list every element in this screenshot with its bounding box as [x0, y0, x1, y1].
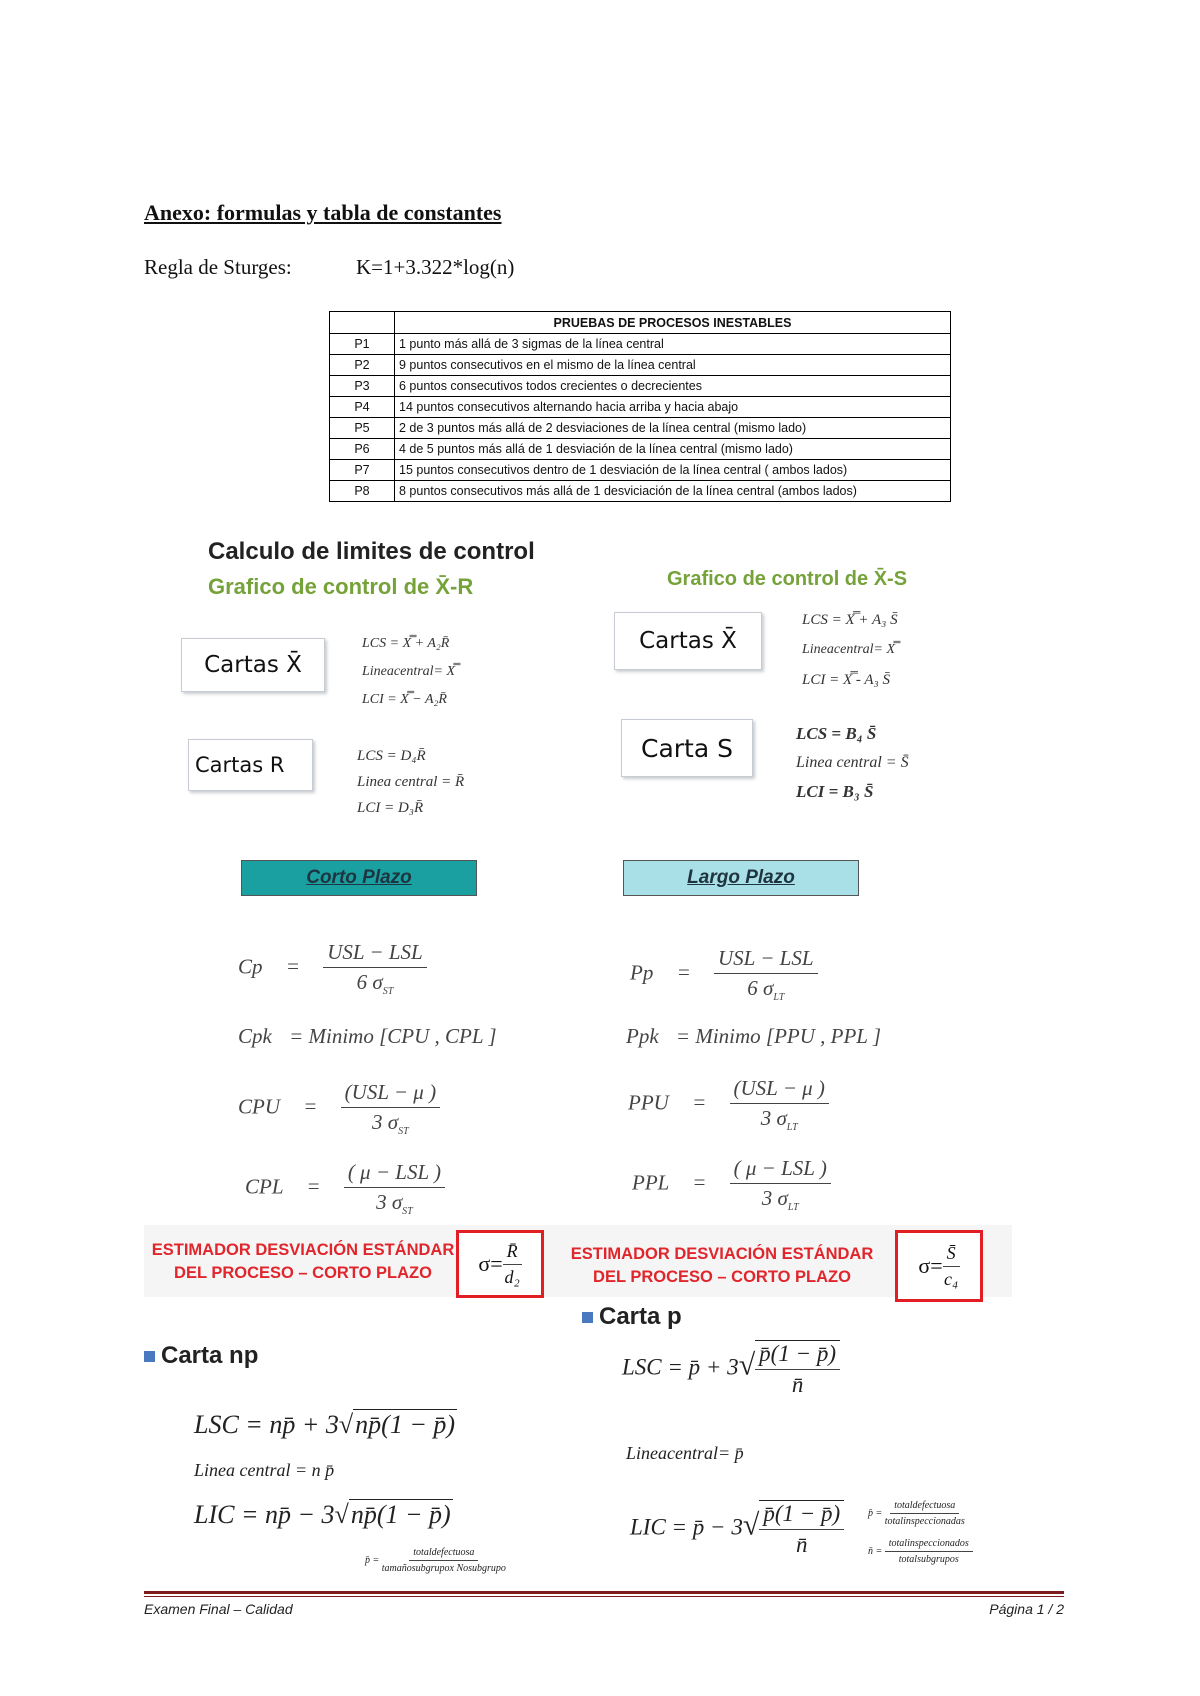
sturges-label: Regla de Sturges: [144, 255, 292, 279]
np-central: Linea central = n p̄ [194, 1460, 335, 1480]
p-lic-lhs: LIC = p̄ − 3 [630, 1514, 743, 1540]
cpu-lhs: CPU [238, 1094, 280, 1119]
table-header-row [330, 312, 951, 334]
ppk-formula [626, 1024, 881, 1049]
cpk-rhs: = Minimo [CPU , CPL ] [289, 1024, 497, 1048]
p-pbar-num: totaldefectuosa [890, 1500, 959, 1514]
xs-s-lci: LCI = B₃ S̄ [796, 782, 874, 801]
carta-s-box: Carta S [621, 719, 753, 777]
sigma-left: σ= [478, 1251, 503, 1276]
ppl-den: 3 σ [761, 1186, 788, 1210]
test-code: P1 [330, 334, 395, 355]
xs-chart-title: Grafico de control de X̄-S [667, 568, 908, 590]
p-central: Lineacentral= p̄ [626, 1443, 744, 1463]
xs-x-lci: LCI = X̿ - A₃ S̄ [802, 672, 890, 688]
test-code: P5 [330, 418, 395, 439]
p-nbar-num: totalinspeccionados [885, 1538, 973, 1552]
estimator-left-text [148, 1239, 458, 1285]
ppu-num: (USL − μ ) [730, 1076, 829, 1104]
test-code: P6 [330, 439, 395, 460]
np-pbar-lhs: p̄ = [365, 1554, 380, 1566]
table-row [330, 418, 951, 439]
np-lsc-root: np̄(1 − p̄) [355, 1410, 456, 1439]
p-lsc-den: n̄ [791, 1372, 804, 1397]
p-nbar-lhs: n̄ = [868, 1545, 883, 1557]
sturges-rule [144, 255, 515, 280]
estimator-right-formula [895, 1230, 983, 1302]
xs-s-central: Linea central = S̄ [796, 754, 909, 771]
table-row [330, 397, 951, 418]
xr-r-lcs: LCS = D₄R̄ [357, 748, 426, 764]
estimator-right-line1: ESTIMADOR DESVIACIÓN ESTÁNDAR [570, 1245, 874, 1263]
xs-s-lcs: LCS = B₄ S̄ [796, 724, 877, 743]
table-row [330, 439, 951, 460]
bullet-icon [582, 1312, 593, 1323]
ppu-lhs: PPU [628, 1090, 669, 1115]
ppu-den: 3 σ [760, 1106, 787, 1130]
ppl-sub: LT [787, 1202, 799, 1214]
cpu-num: (USL − μ ) [341, 1080, 440, 1108]
limits-title: Calculo de limites de control [208, 538, 535, 565]
ppl-formula: PPL = $\frac{\text{( μ − LSL )}}{3 \sigma_{LT}}$ [632, 1156, 831, 1213]
cp-den: 6 σ [356, 970, 383, 994]
test-text: 6 puntos consecutivos todos crecientes o decrecientes [395, 376, 951, 397]
table-header-blank [330, 312, 395, 334]
p-lic-den: n̄ [795, 1532, 808, 1557]
cpl-sub: ST [402, 1206, 413, 1218]
unstable-tests-table [329, 311, 951, 502]
p-lsc-lhs: LSC = p̄ + 3 [622, 1354, 739, 1380]
table-row [330, 481, 951, 502]
test-text: 1 punto más allá de 3 sigmas de la línea central [395, 334, 951, 355]
carta-np-title-text: Carta np [161, 1342, 259, 1369]
cpl-formula: CPL = $\frac{\text{( μ − LSL )}}{3 \sigma_{ST}}$ [245, 1160, 445, 1217]
pp-lhs: Pp [630, 960, 654, 985]
p-nbar-den: totalsubgrupos [898, 1554, 959, 1565]
ppk-rhs: = Minimo [PPU , PPL ] [675, 1024, 882, 1048]
cp-formula: Cp = $\frac{\text{USL − LSL}}{6 \sigma_{ST}}$ [238, 940, 427, 997]
p-lsc: LSC = p̄ + 3√ $\frac{p̄(1 - p̄)}{n̄}$ [622, 1340, 840, 1398]
np-lic-root: np̄(1 − p̄) [350, 1500, 451, 1529]
estimator-right-line2: DEL PROCESO – CORTO PLAZO [593, 1268, 851, 1286]
cpk-lhs: Cpk [238, 1024, 272, 1048]
test-text: 2 de 3 puntos más allá de 2 desviaciones de la línea central (mismo lado) [395, 418, 951, 439]
p-lic: LIC = p̄ − 3√ $\frac{p̄(1 - p̄)}{n̄}$ [630, 1500, 844, 1558]
ppu-formula: PPU = $\frac{\text{(USL − μ )}}{3 \sigma_{LT}}$ [628, 1076, 829, 1133]
cp-sub: ST [382, 986, 394, 998]
test-text: 14 puntos consecutivos alternando hacia arriba y hacia abajo [395, 397, 951, 418]
carta-p-title-text: Carta p [599, 1303, 682, 1330]
estimator-left-num: R̄ [503, 1241, 522, 1265]
cp-num: USL − LSL [323, 940, 427, 968]
carta-np-title [144, 1342, 258, 1370]
xs-x-lcs: LCS = X̿ + A₃ S̄ [802, 612, 898, 628]
estimator-left-line1: ESTIMADOR DESVIACIÓN ESTÁNDAR [151, 1241, 455, 1259]
cartas-x2-box: Cartas X̄ [614, 612, 762, 670]
np-lsc-lhs: LSC = np̄ + 3√ [194, 1410, 354, 1439]
test-code: P4 [330, 397, 395, 418]
p-lsc-num: p̄(1 − p̄) [755, 1341, 840, 1370]
cpu-formula: CPU = $\frac{\text{(USL − μ )}}{3 \sigma_{ST}}$ [238, 1080, 440, 1137]
p-pbar-lhs: p̄ = [868, 1507, 883, 1519]
xs-x-central: Lineacentral= X̿ [802, 642, 896, 657]
table-row [330, 460, 951, 481]
cartas-r-box: Cartas R [188, 739, 313, 791]
xr-chart-title: Grafico de control de X̄-R [208, 574, 474, 599]
pp-sub: LT [773, 992, 785, 1004]
table-row [330, 376, 951, 397]
sturges-formula: K=1+3.322*log(n) [356, 255, 515, 279]
estimator-left-den: d₂ [504, 1266, 520, 1287]
xr-x-lcs: LCS = X̿ + A₂R̄ [362, 636, 450, 651]
ppl-lhs: PPL [632, 1170, 669, 1195]
table-row [330, 334, 951, 355]
bullet-icon [144, 1351, 155, 1362]
ppl-num: ( μ − LSL ) [730, 1156, 831, 1184]
np-pbar-num: totaldefectuosa [409, 1547, 478, 1561]
cpu-den: 3 σ [372, 1110, 399, 1134]
cp-lhs: Cp [238, 954, 263, 979]
test-text: 15 puntos consecutivos dentro de 1 desviación de la línea central ( ambos lados) [395, 460, 951, 481]
test-code: P7 [330, 460, 395, 481]
carta-p-title [582, 1303, 682, 1331]
pp-num: USL − LSL [714, 946, 818, 974]
test-text: 9 puntos consecutivos en el mismo de la línea central [395, 355, 951, 376]
ppk-lhs: Ppk [626, 1024, 659, 1048]
footer-right: Página 1 / 2 [989, 1601, 1064, 1617]
estimator-left-formula [456, 1230, 544, 1298]
np-lic [194, 1500, 453, 1530]
np-lsc [194, 1410, 457, 1440]
xr-x-lci: LCI = X̿ − A₂R̄ [362, 692, 447, 707]
footer-rule-thin [144, 1596, 1064, 1597]
test-code: P3 [330, 376, 395, 397]
cpu-sub: ST [398, 1126, 409, 1138]
footer-rule [144, 1591, 1064, 1594]
test-code: P8 [330, 481, 395, 502]
estimator-right-den: c₄ [944, 1268, 959, 1289]
corto-plazo-header: Corto Plazo [241, 860, 477, 896]
cpk-formula [238, 1024, 497, 1049]
xr-x-central: Lineacentral= X̿ [362, 664, 456, 679]
page-heading: Anexo: formulas y tabla de constantes [144, 200, 502, 225]
pp-den: 6 σ [747, 976, 774, 1000]
estimator-left-line2: DEL PROCESO – CORTO PLAZO [174, 1264, 432, 1282]
np-pbar-den: tamañosubgrupox Nosubgrupo [381, 1563, 506, 1574]
cpl-den: 3 σ [376, 1190, 403, 1214]
p-pbar [868, 1500, 965, 1527]
test-code: P2 [330, 355, 395, 376]
cpl-lhs: CPL [245, 1174, 284, 1199]
footer-left: Examen Final – Calidad [144, 1601, 293, 1617]
np-lic-lhs: LIC = np̄ − 3√ [194, 1500, 349, 1529]
cpl-num: ( μ − LSL ) [344, 1160, 445, 1188]
table-header-title: PRUEBAS DE PROCESOS INESTABLES [395, 312, 951, 334]
pp-formula: Pp = $\frac{\text{USL − LSL}}{6 \sigma_{LT}}$ [630, 946, 818, 1003]
np-pbar [365, 1547, 506, 1574]
cartas-x-box: Cartas X̄ [181, 638, 325, 692]
estimator-right-text [552, 1243, 892, 1289]
table-row [330, 355, 951, 376]
p-lic-num: p̄(1 − p̄) [759, 1501, 844, 1530]
largo-plazo-header: Largo Plazo [623, 860, 859, 896]
test-text: 4 de 5 puntos más allá de 1 desviación de la línea central (mismo lado) [395, 439, 951, 460]
sigma-right: σ= [918, 1253, 943, 1278]
test-text: 8 puntos consecutivos más allá de 1 desviciación de la línea central (ambos lados) [395, 481, 951, 502]
xr-r-central: Linea central = R̄ [357, 774, 465, 790]
ppu-sub: LT [786, 1122, 798, 1134]
xr-r-lci: LCI = D₃R̄ [357, 800, 424, 816]
p-pbar-den: totalinspeccionadas [884, 1516, 965, 1527]
estimator-right-num: S̄ [943, 1243, 960, 1267]
p-nbar [868, 1538, 973, 1565]
